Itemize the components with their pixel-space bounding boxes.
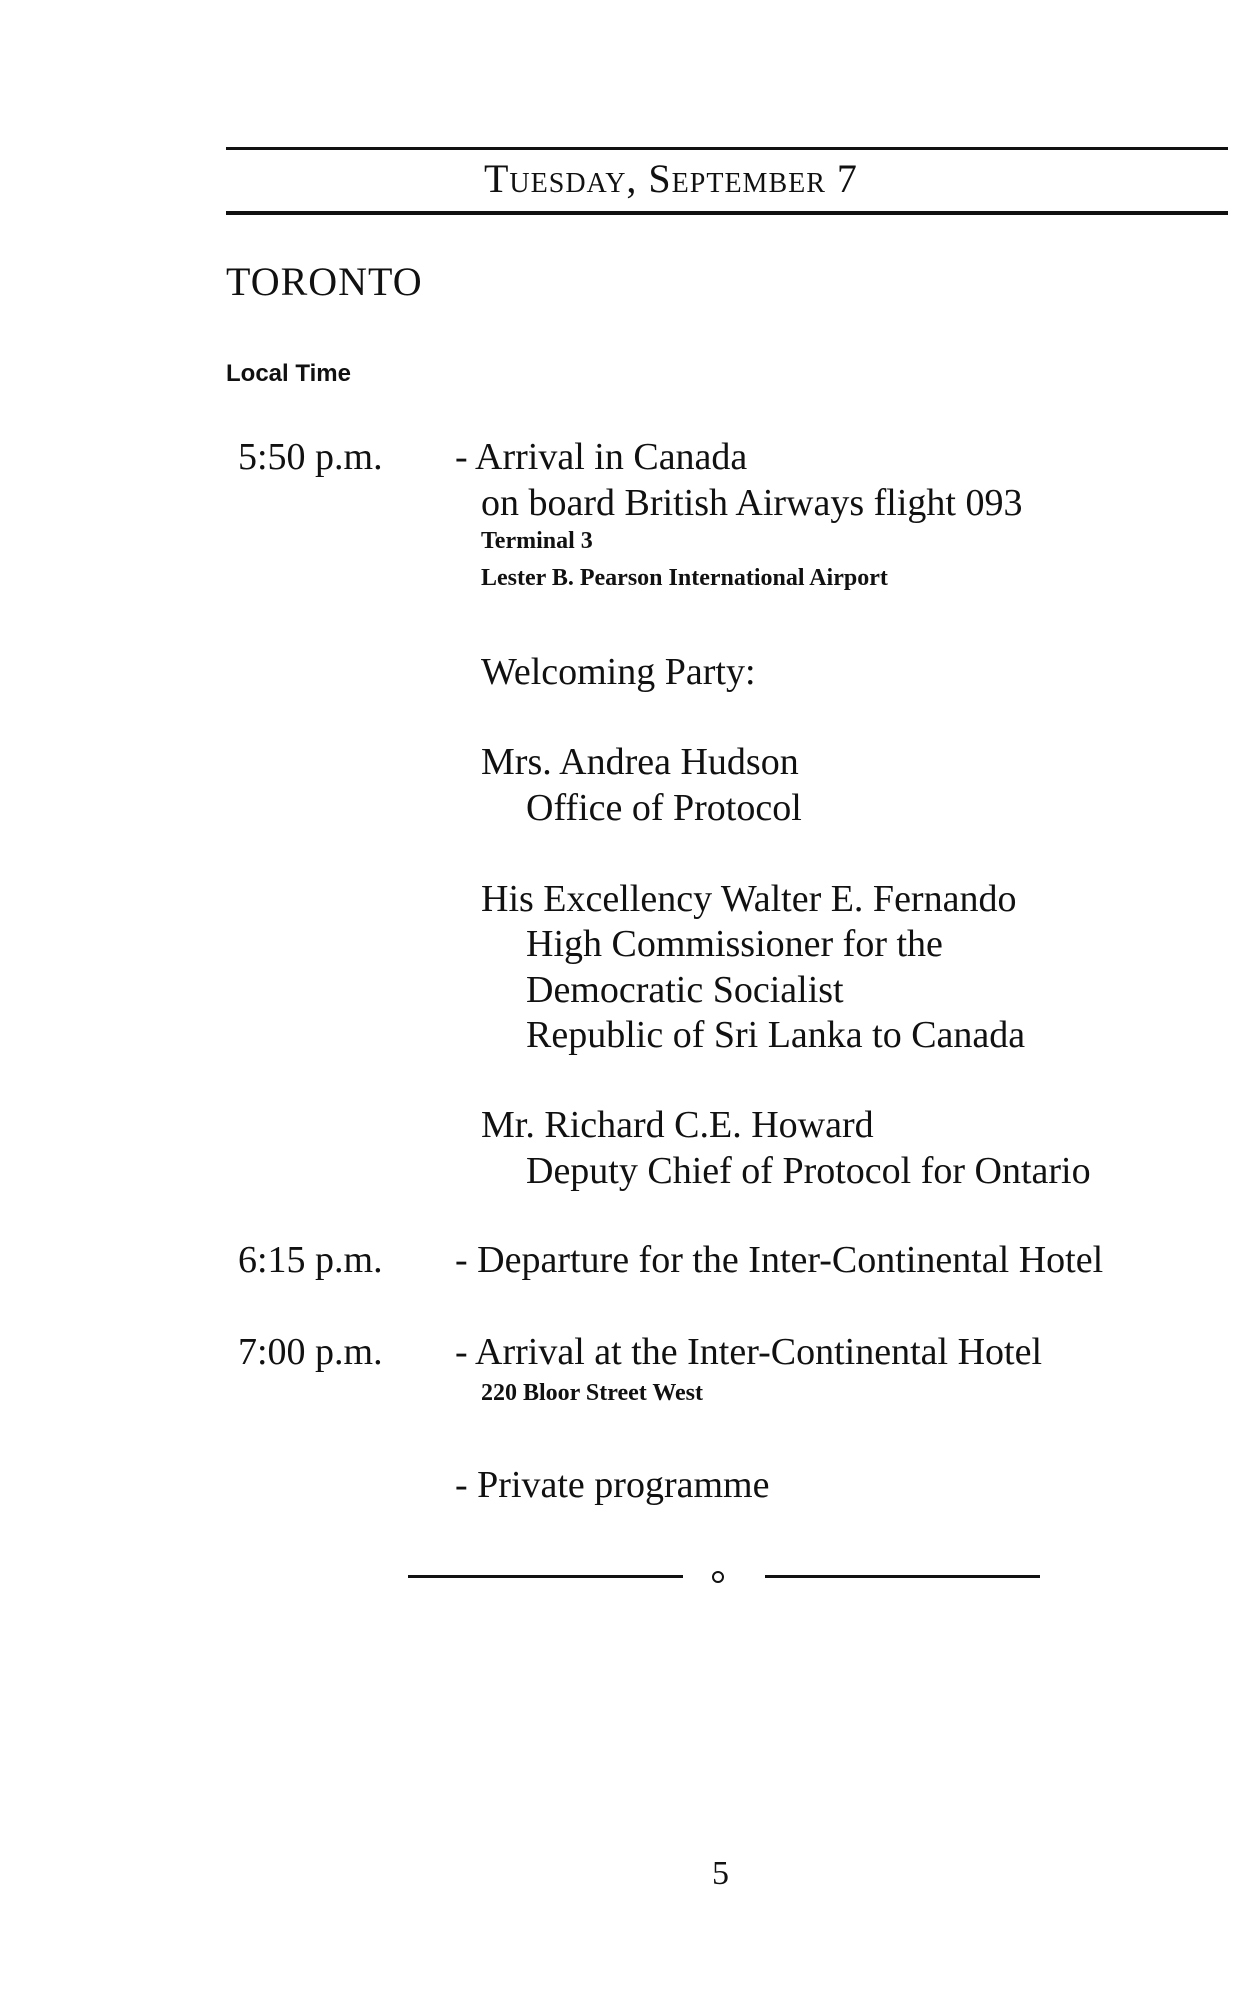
entry-text: - Arrival at the Inter-Continental Hotel [455,1331,1042,1373]
entry-time: 6:15 p.m. [238,1239,383,1281]
party-member-title: Deputy Chief of Protocol for Ontario [526,1150,1091,1192]
party-member-title: Office of Protocol [526,787,802,829]
party-member-title: High Commissioner for the [526,923,943,965]
entry-continuation: on board British Airways flight 093 [481,482,1023,524]
entry-detail: 220 Bloor Street West [481,1380,703,1406]
entry-text: - Departure for the Inter-Continental Hotel [455,1239,1104,1281]
entry-detail: Terminal 3 [481,528,593,554]
entry-time: 7:00 p.m. [238,1331,383,1373]
header-bottom-rule [226,211,1228,215]
page-number: 5 [712,1855,729,1892]
divider-ornament-icon [712,1571,724,1583]
divider-right-rule [765,1575,1040,1578]
entry-text: - Arrival in Canada [455,436,748,478]
party-member-name: His Excellency Walter E. Fernando [481,878,1017,920]
day-title: Tuesday, September 7 [484,156,858,201]
local-time-label: Local Time [226,360,351,387]
party-member-name: Mrs. Andrea Hudson [481,741,799,783]
divider-left-rule [408,1575,683,1578]
city-heading: TORONTO [226,259,423,304]
entry-text: - Private programme [455,1464,770,1506]
entry-time: 5:50 p.m. [238,436,383,478]
welcoming-party-heading: Welcoming Party: [481,651,756,693]
party-member-title: Republic of Sri Lanka to Canada [526,1014,1026,1056]
header-top-rule [226,147,1228,150]
party-member-name: Mr. Richard C.E. Howard [481,1104,874,1146]
party-member-title: Democratic Socialist [526,969,844,1011]
entry-detail: Lester B. Pearson International Airport [481,565,888,591]
